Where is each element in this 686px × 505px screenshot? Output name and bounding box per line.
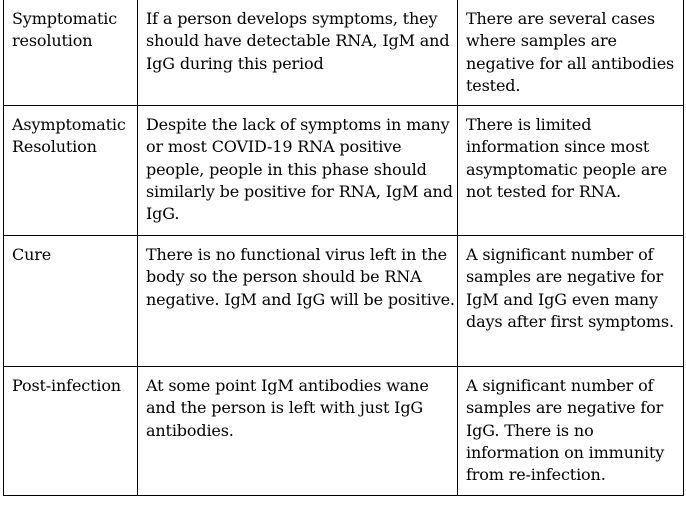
description-cell: At some point IgM antibodies wane and the person is left with just IgG antibodies. [138, 367, 458, 496]
description-cell: There is no functional virus left in the body so the person should be RNA negative. IgM and IgG will be positive. [138, 236, 458, 367]
notes-cell: There are several cases where samples are negative for all antibodies tested. [458, 0, 684, 106]
description-cell: If a person develops symptoms, they should have detectable RNA, IgM and IgG during this period [138, 0, 458, 106]
phases-table [3, 0, 684, 496]
phase-cell: Symptomatic resolution [4, 0, 138, 106]
notes-cell: A significant number of samples are negative for IgG. There is no information on immunity from re-infection. [458, 367, 684, 496]
phase-cell: Post-infection [4, 367, 138, 496]
table-row [4, 236, 684, 367]
notes-cell: A significant number of samples are negative for IgM and IgG even many days after first symptoms. [458, 236, 684, 367]
description-cell: Despite the lack of symptoms in many or most COVID-19 RNA positive people, people in this phase should similarly be positive for RNA, IgM and IgG. [138, 106, 458, 236]
table-row [4, 106, 684, 236]
phase-cell: Asymptomatic Resolution [4, 106, 138, 236]
phase-cell: Cure [4, 236, 138, 367]
table-row [4, 0, 684, 106]
notes-cell: There is limited information since most asymptomatic people are not tested for RNA. [458, 106, 684, 236]
table-row [4, 367, 684, 496]
